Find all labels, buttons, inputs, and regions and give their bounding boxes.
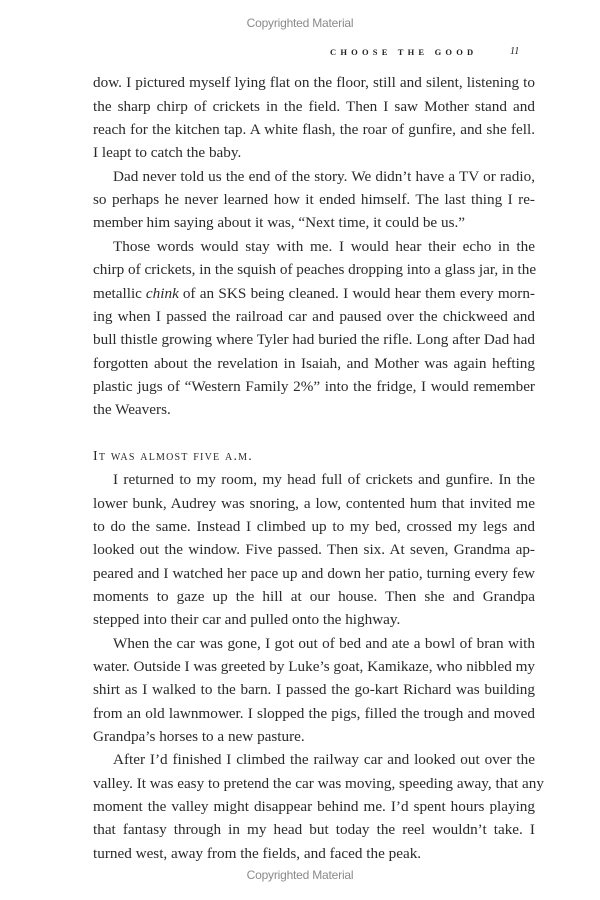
text-line: peared and I watched her pace up and down her patio, turning every few xyxy=(93,565,535,582)
text-line: reach for the kitchen tap. A white flash, the roar of gunfire, and she fell. xyxy=(93,121,535,138)
text-line: so perhaps he never learned how it ended himself. The last thing I re- xyxy=(93,191,535,208)
text-line: water. Outside I was greeted by Luke’s goat, Kamikaze, who nibbled my xyxy=(93,658,536,675)
text-line: dow. I pictured myself lying flat on the floor, still and silent, listening to xyxy=(93,74,535,91)
text-line: After I’d finished I climbed the railway car and looked out over the xyxy=(113,751,535,768)
text-line: Grandpa’s horses to a new pasture. xyxy=(93,728,305,745)
text-line: that fantasy through in my head but today the reel wouldn’t take. I xyxy=(93,821,535,838)
text-line: ing when I passed the railroad car and paused over the chickweed and xyxy=(93,308,535,325)
text-line: lower bunk, Audrey was snoring, a low, contented hum that invited me xyxy=(93,495,535,512)
text-line: plastic jugs of “Western Family 2%” into the fridge, I would remember xyxy=(93,378,535,395)
text-line: I leapt to catch the baby. xyxy=(93,144,242,161)
text-line: from an old lawnmower. I slopped the pigs, filled the trough and moved xyxy=(93,705,535,722)
text-line: Dad never told us the end of the story. We didn’t have a TV or radio, xyxy=(113,168,535,185)
text-line: turned west, away from the fields, and faced the peak. xyxy=(93,845,422,862)
copyright-watermark-bottom: Copyrighted Material xyxy=(246,868,354,882)
text-line: member him saying about it was, “Next time, it could be us.” xyxy=(93,214,466,231)
text-line: moment the valley might disappear behind me. I’d spent hours playing xyxy=(93,798,535,815)
text-line: valley. It was easy to pretend the car was moving, speeding away, that any xyxy=(93,775,544,792)
text-line: moments to gaze up the hill at our house. Then she and Grandpa xyxy=(93,588,535,605)
section-opening: It was almost five a.m. xyxy=(93,449,253,464)
text-line: When the car was gone, I got out of bed and ate a bowl of bran with xyxy=(113,635,535,652)
text-line: I returned to my room, my head full of crickets and gunfire. In the xyxy=(113,471,535,488)
page-number: 11 xyxy=(510,46,520,57)
text-line: the Weavers. xyxy=(93,401,171,418)
copyright-watermark-top: Copyrighted Material xyxy=(246,16,354,30)
text-line: to do the same. Instead I climbed up to my bed, crossed my legs and xyxy=(93,518,535,535)
italic-word: chink xyxy=(145,285,179,302)
text-line: chirp of crickets, in the squish of peaches dropping into a glass jar, in the xyxy=(93,261,537,278)
running-head: CHOOSE THE GOOD xyxy=(330,47,478,57)
text-line: forgotten about the revelation in Isaiah, and Mother was again hefting xyxy=(93,355,535,372)
text-line: bull thistle growing where Tyler had buried the rifle. Long after Dad had xyxy=(93,331,535,348)
text-line: looked out the window. Five passed. Then six. At seven, Grandma ap- xyxy=(93,541,535,558)
text-line: shirt as I walked to the barn. I passed the go-kart Richard was building xyxy=(93,681,535,698)
text-line: stepped into their car and pulled onto the highway. xyxy=(93,611,401,628)
inline-text: of an SKS being cleaned. I would hear them every morn- xyxy=(182,285,535,302)
text-line: Those words would stay with me. I would hear their echo in the xyxy=(113,238,535,255)
text-line: the sharp chirp of crickets in the field. Then I saw Mother stand and xyxy=(93,98,535,115)
text-line xyxy=(93,283,535,305)
inline-text: metallic xyxy=(93,285,142,302)
